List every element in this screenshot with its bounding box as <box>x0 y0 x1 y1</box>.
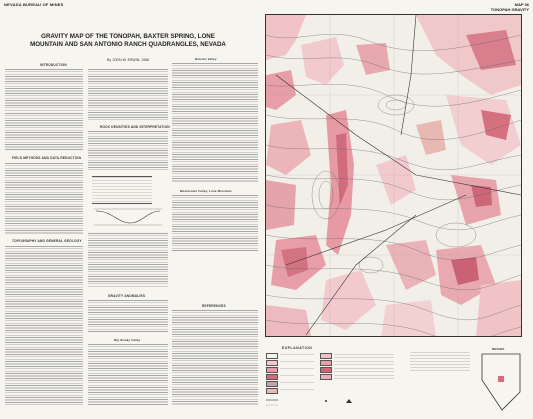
legend-swatch-a <box>320 353 332 359</box>
legend-box <box>262 351 406 409</box>
field-methods-text <box>5 163 83 235</box>
big-smoky-text <box>88 344 168 406</box>
legend-swatch-c <box>320 367 332 373</box>
inset-text <box>410 352 470 372</box>
section-topography: TOPOGRAPHY AND GENERAL GEOLOGY <box>12 239 82 243</box>
geology-units <box>266 15 521 336</box>
gravity-map[interactable] <box>265 14 522 337</box>
inset-label: NEVADA <box>492 347 505 351</box>
density-table <box>92 176 152 204</box>
author-line: By JOHN W. ERWIN, 1968 <box>107 58 149 62</box>
section-big-smoky: Big Smoky Valley <box>114 338 141 342</box>
legend-swatch-granite <box>266 381 278 387</box>
legend-swatch-d <box>320 374 332 380</box>
nevada-index-map <box>410 344 528 414</box>
section-field-methods: FIELD METHODS AND DATA REDUCTION <box>12 156 82 160</box>
map-title: GRAVITY MAP OF THE TONOPAH, BAXTER SPRING, LONE MOUNTAIN AND SAN ANTONIO RANCH QUADRANGLES, NEVADA <box>30 33 226 48</box>
column2-text-top <box>88 69 168 121</box>
legend-swatch-volcanic-dark <box>266 374 278 380</box>
density-profile-graph <box>92 205 164 229</box>
legend-swatch-volcanic-mid <box>266 367 278 373</box>
section-references: REFERENCES <box>202 304 226 308</box>
gravity-anomalies-text <box>88 300 168 332</box>
legend-swatch-volcanic-light <box>266 360 278 366</box>
section-montezuma: Montezuma Valley, Lone Mountain <box>180 189 232 193</box>
map-graphic <box>266 15 521 336</box>
section-rock-densities: ROCK DENSITIES AND INTERPRETATION <box>100 125 170 129</box>
map-number: MAP 36 <box>514 2 529 7</box>
legend-title: EXPLANATION <box>282 346 313 350</box>
topography-text <box>5 246 83 406</box>
section-gravity-anomalies: GRAVITY ANOMALIES <box>108 294 146 298</box>
ralston-text <box>172 63 258 183</box>
map-number-header <box>491 2 529 12</box>
legend-swatch-alluvium <box>266 353 278 359</box>
agency-header: NEVADA BUREAU OF MINES <box>4 2 64 7</box>
section-ralston: Ralston Valley <box>195 57 217 61</box>
legend-text-lines <box>280 354 314 394</box>
legend-text-lines-2 <box>334 354 394 382</box>
legend-swatch-b <box>320 360 332 366</box>
rock-densities-text <box>88 131 168 171</box>
map-area-name: TONOPAH GRAVITY <box>490 7 529 12</box>
intro-text-left <box>5 69 83 111</box>
intro-text-left-2 <box>5 113 83 151</box>
section-introduction: INTRODUCTION <box>40 63 67 67</box>
references-text <box>172 310 258 406</box>
nevada-outline <box>480 352 524 412</box>
montezuma-text <box>172 195 258 251</box>
column2-text-mid <box>88 233 168 287</box>
legend-symbols <box>266 397 406 409</box>
legend-swatch-sedimentary <box>266 388 278 394</box>
